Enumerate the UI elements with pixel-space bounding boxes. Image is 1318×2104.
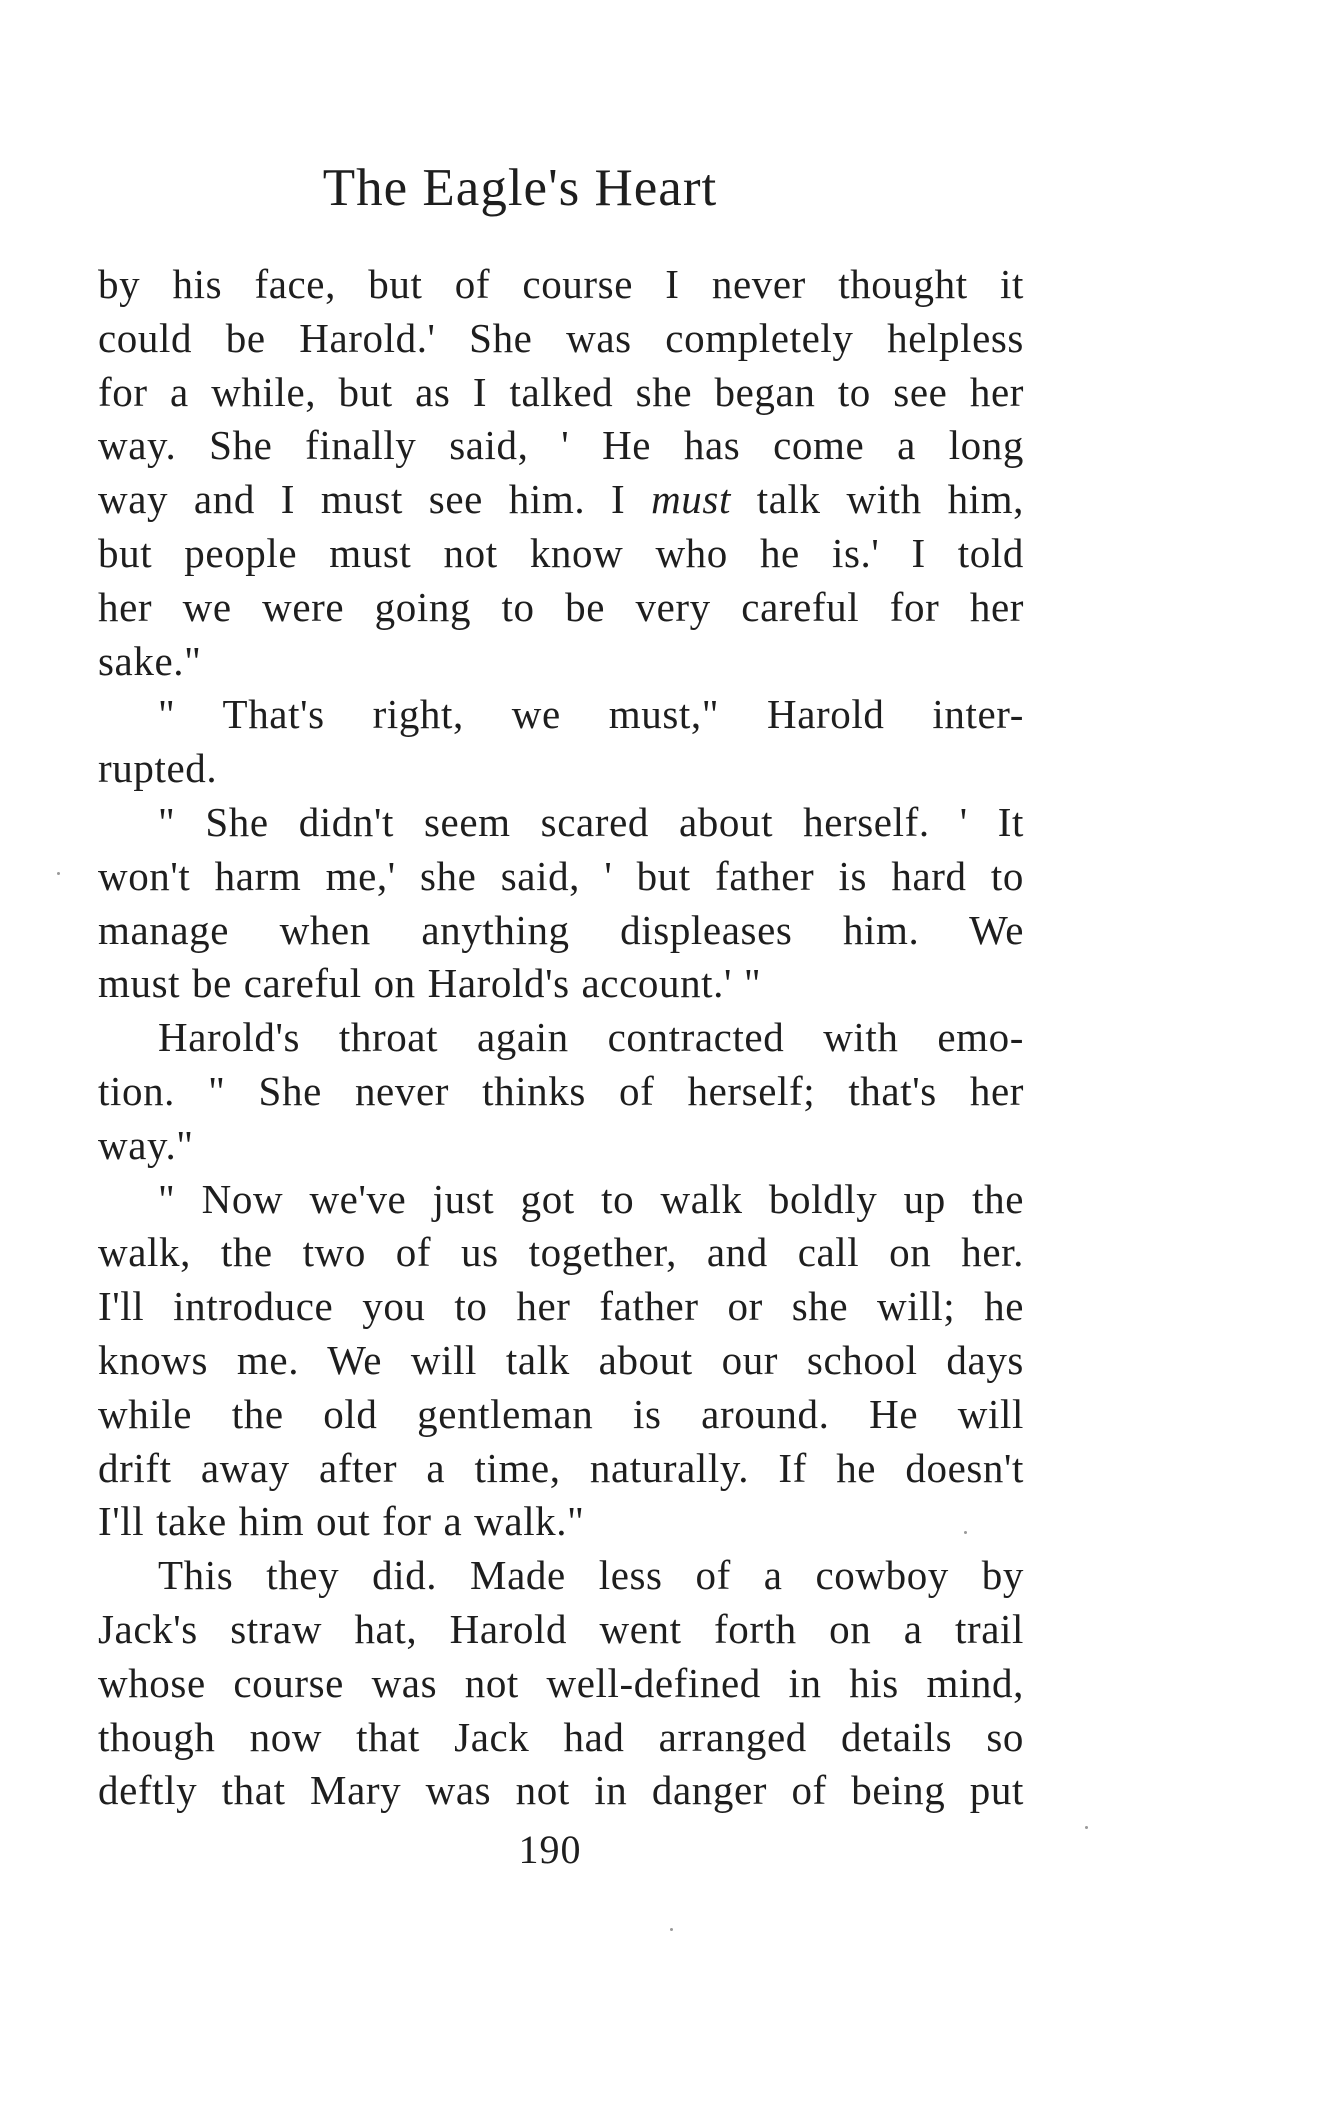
paragraph-first-line: " Now we've just got to walk boldly up the bbox=[158, 1175, 1024, 1222]
text-line bbox=[98, 473, 1024, 527]
text-line: while the old gentleman is around. He will bbox=[98, 1390, 1024, 1437]
paper-speck bbox=[57, 872, 60, 875]
text-line: tion. " She never thinks of herself; that's her bbox=[98, 1067, 1024, 1114]
paragraph-first-line: This they did. Made less of a cowboy by bbox=[158, 1552, 1024, 1599]
text-line: by his face, but of course I never thought it bbox=[98, 261, 1024, 307]
text-line: drift away after a time, naturally. If he doesn't bbox=[98, 1444, 1024, 1491]
text-line: but people must not know who he is.' I told bbox=[98, 529, 1024, 576]
running-head-title: The Eagle's Heart bbox=[322, 159, 718, 217]
text-line: way." bbox=[98, 1121, 194, 1168]
italic-emphasis: must bbox=[651, 476, 731, 523]
paragraph-first-line: " She didn't seem scared about herself. ' It bbox=[158, 798, 1024, 845]
text-line: though now that Jack had arranged details so bbox=[98, 1713, 1024, 1760]
text-line: way. She finally said, ' He has come a long bbox=[98, 422, 1024, 469]
text-line: deftly that Mary was not in danger of being put bbox=[98, 1767, 1024, 1814]
paper-speck bbox=[1085, 1826, 1088, 1829]
text-line: her we were going to be very careful for her bbox=[98, 583, 1024, 630]
text-line: could be Harold.' She was completely helpless bbox=[98, 314, 1024, 361]
text-line: manage when anything displeases him. We bbox=[98, 906, 1024, 953]
text-line: sake." bbox=[98, 637, 202, 684]
text-fragment: talk with him, bbox=[730, 476, 1024, 523]
text-line: whose course was not well-defined in his mind, bbox=[98, 1659, 1024, 1706]
paper-speck bbox=[670, 1928, 673, 1931]
page-number: 190 bbox=[518, 1827, 582, 1872]
paper-speck bbox=[964, 1531, 967, 1534]
text-line: I'll introduce you to her father or she will; he bbox=[98, 1283, 1024, 1330]
text-fragment: way and I must see him. I bbox=[98, 476, 652, 523]
paragraph-first-line: Harold's throat again contracted with emo- bbox=[158, 1014, 1024, 1061]
text-line: knows me. We will talk about our school days bbox=[98, 1336, 1024, 1383]
paragraph-first-line: " That's right, we must," Harold inter- bbox=[158, 691, 1024, 738]
text-line: walk, the two of us together, and call on her. bbox=[98, 1229, 1024, 1276]
text-line: for a while, but as I talked she began to see her bbox=[98, 368, 1024, 415]
text-line: must be careful on Harold's account.' " bbox=[98, 960, 762, 1007]
text-line: won't harm me,' she said, ' but father is hard to bbox=[98, 852, 1024, 899]
body-text bbox=[98, 258, 1024, 1818]
text-line: I'll take him out for a walk." bbox=[98, 1498, 585, 1545]
text-line: Jack's straw hat, Harold went forth on a trail bbox=[98, 1605, 1024, 1652]
text-line: rupted. bbox=[98, 745, 218, 792]
